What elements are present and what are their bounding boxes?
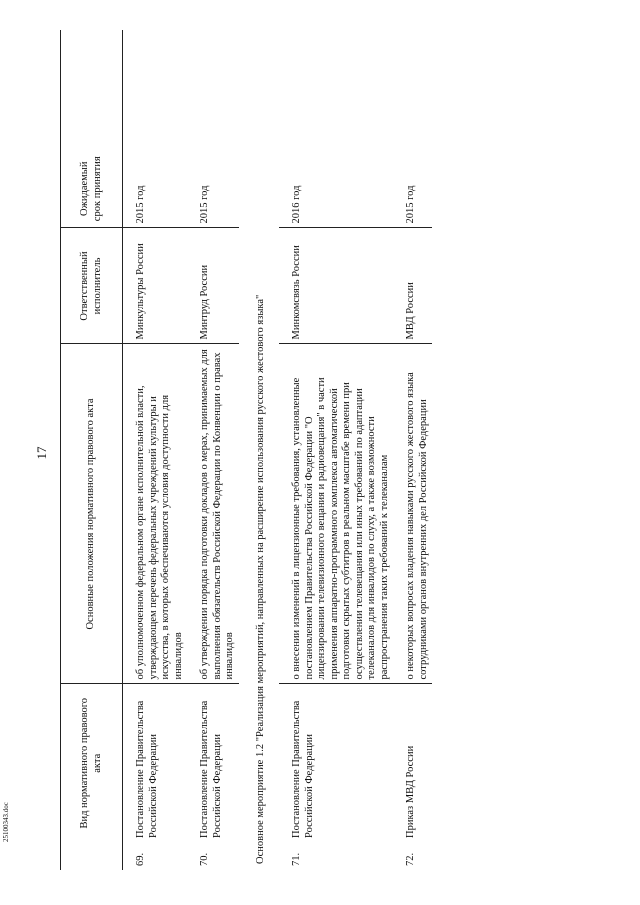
row-blank [123,30,188,150]
row-number: 71. [291,852,302,866]
row-act-type: Постановление Правительства Российской Федерации [199,700,223,838]
header-number-cell [61,842,123,870]
legal-acts-table [60,30,432,870]
rotated-table-container [60,30,624,870]
row-executor: Минкультуры России [123,228,188,344]
table-header-row [61,30,123,870]
row-act-content: о некоторых вопросах владения навыками русского жестового языка сотрудниками органов внутренних дел Российской Федерации [393,344,432,684]
row-executor: Минкомсвязь России [279,228,393,344]
row-deadline: 2015 год [123,150,188,228]
header-act-content: Основные положения нормативного правового акта [61,344,123,684]
header-blank [61,30,123,150]
row-number: 69. [135,852,146,866]
row-blank [279,30,393,150]
table-row [393,30,432,870]
row-deadline: 2015 год [393,150,432,228]
row-act-content: об утверждении порядка подготовки докладов о мерах, принимаемых для выполнения обязательств Российской Федерации по Конвенции о правах инвалидов [187,344,239,684]
section-heading: Основное мероприятие 1.2 "Реализация мероприятий, направленных на расширение использования русского жестового языка" [254,294,266,864]
row-act-type: Постановление Правительства Российской Федерации [135,700,159,838]
row-act-content: об уполномоченном федеральном органе исполнительной власти, утверждающем перечень федеральных учреждений культуры и искусства, в которых обеспечиваются условия доступности для инвалидов [123,344,188,684]
row-act-type: Постановление Правительства Российской Федерации [291,700,315,838]
page-number: 17 [34,446,49,460]
document-code: 2510034З.doc [2,802,10,842]
row-number: 72. [405,852,416,866]
row-deadline: 2015 год [187,150,239,228]
row-act-content: о внесении изменений в лицензионные требования, установленные постановлением Правительства Российской Федерации "О лицензировании телевизионного вещания и радиовещания" в части применения аппаратно-программного комплекса автоматической подготовки скрытых субтитров в реальном масштабе времени при осуществлении телевещания или иных требований по адаптации телеканалов для инвалидов по слуху, а также возможности распространения таких требований к телеканалам [279,344,393,684]
header-deadline: Ожидаемый срок принятия [61,150,123,228]
row-act-type: Приказ МВД России [405,745,416,838]
row-executor: Минтруд России [187,228,239,344]
table-row [187,30,239,870]
section-heading-row [239,30,280,870]
table-row [279,30,393,870]
header-act-type: Вид нормативного правового акта [61,684,123,842]
table-row [123,30,188,870]
row-blank [187,30,239,150]
row-deadline: 2016 год [279,150,393,228]
row-number: 70. [199,852,210,866]
row-executor: МВД России [393,228,432,344]
row-blank [393,30,432,150]
header-executor: Ответственный исполнитель [61,228,123,344]
